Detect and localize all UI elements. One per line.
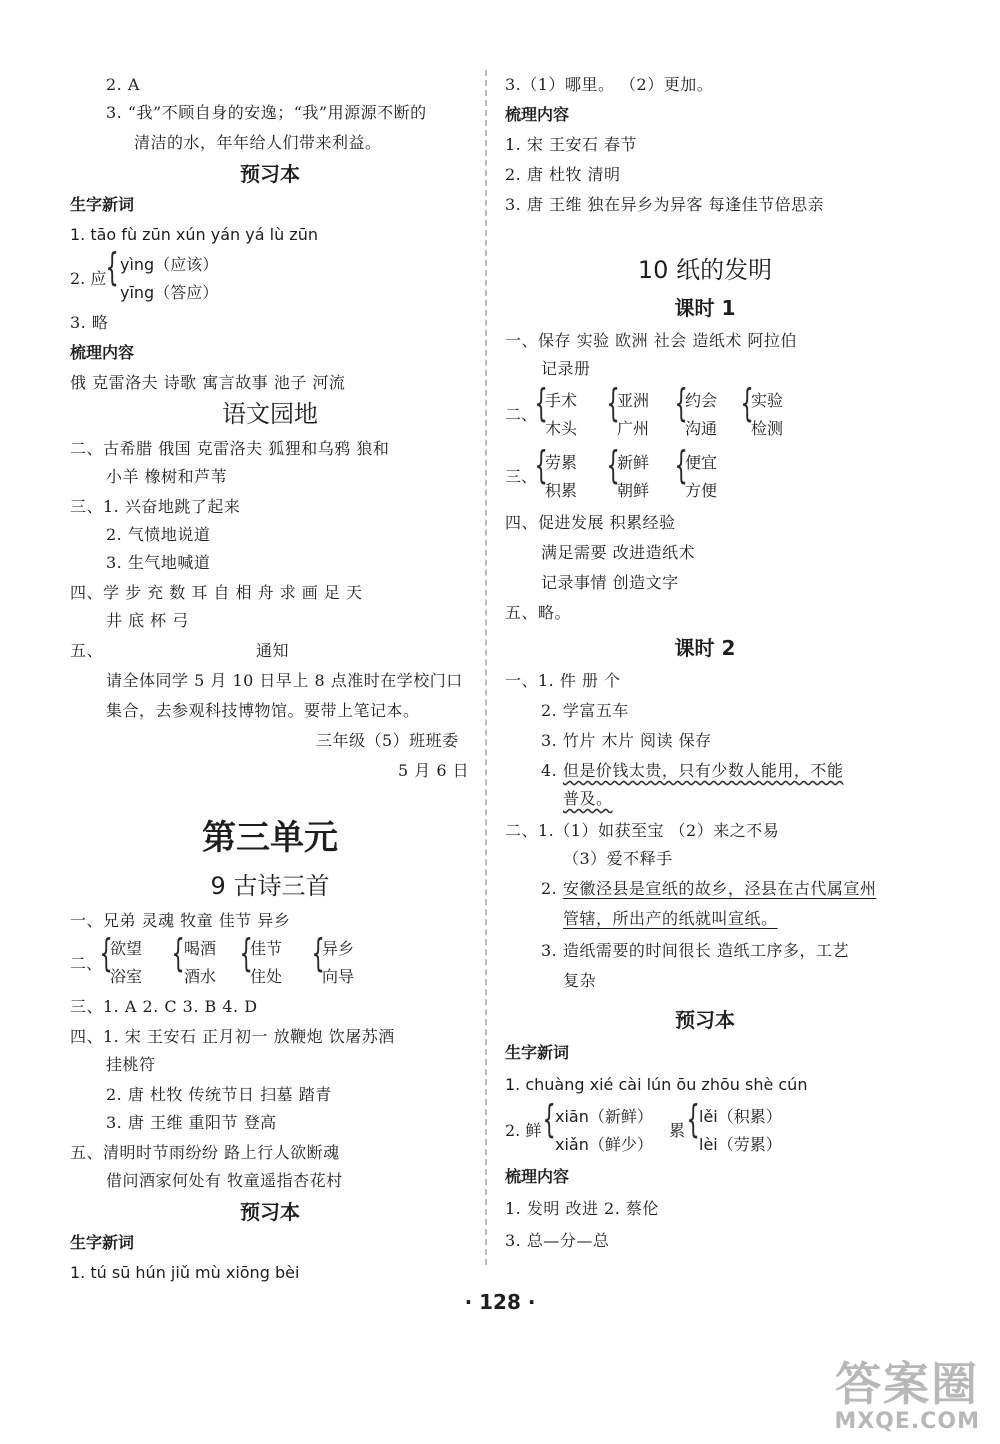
answer-line: 借问酒家何处有 牧童遥指杏花村	[106, 1171, 343, 1190]
answer-line	[563, 788, 613, 810]
answer-line: 3. 造纸需要的时间很长 造纸工序多，工艺	[541, 941, 849, 960]
column-divider	[485, 70, 487, 1265]
answer-line: 复杂	[563, 971, 597, 990]
word-pair: 新鲜	[617, 453, 650, 472]
answer-line: 2. 气愤地说道	[106, 525, 211, 544]
word-pair: 手术	[545, 391, 578, 410]
answer-line: 俄 克雷洛夫 诗歌 寓言故事 池子 河流	[70, 373, 346, 392]
answer-line: （3）爱不释手	[563, 849, 673, 868]
answer-line: 3. 生气地喊道	[106, 553, 211, 572]
answer-line	[541, 878, 876, 900]
word-pair: 向导	[322, 967, 355, 986]
brace: {	[606, 381, 620, 425]
question-number: 二、	[70, 954, 103, 973]
brace: {	[105, 245, 119, 289]
section-heading: 预习本	[240, 1200, 300, 1224]
section-heading: 语文园地	[222, 400, 318, 428]
word-pair: 沟通	[685, 419, 718, 438]
pinyin-line: 1. tú sū hún jiǔ mù xiōng bèi	[70, 1263, 300, 1282]
section-heading: 预习本	[240, 162, 300, 186]
answer-line: 3. 总—分—总	[505, 1231, 610, 1250]
answer-line: 二、1.（1）如获至宝 （2）来之不易	[505, 821, 780, 840]
answer-line: 五、略。	[505, 603, 572, 622]
lesson-heading: 10 纸的发明	[637, 256, 773, 284]
pinyin-line: 1. tāo fù zūn xún yán yá lù zūn	[70, 225, 318, 244]
question-number: 三、	[505, 467, 538, 486]
answer-line: 四、促进发展 积累经验	[505, 513, 676, 532]
unit-heading: 第三单元	[202, 818, 338, 858]
notice-body: 集合，去参观科技博物馆。要带上笔记本。	[106, 701, 420, 720]
brace: {	[239, 931, 253, 975]
answer-line: 四、1. 宋 王安石 正月初一 放鞭炮 饮屠苏酒	[70, 1027, 395, 1046]
label-summary: 梳理内容	[505, 1167, 570, 1186]
word-pair: 朝鲜	[617, 481, 650, 500]
answer-line	[541, 760, 843, 782]
answer-line: 五、	[70, 641, 104, 660]
watermark-text: 答案圈	[835, 1357, 980, 1411]
brace: {	[606, 443, 620, 487]
watermark-url: MXQE.COM	[834, 1409, 980, 1434]
word-pair: 亚洲	[617, 391, 650, 410]
answer-line: 3. 唐 王维 重阳节 登高	[106, 1113, 277, 1132]
answer-line: 3.（1）哪里。 （2）更加。	[505, 75, 714, 94]
polyphone-char: 2. 应	[70, 269, 107, 288]
wavy-underlined-answer: 但是价钱太贵，只有少数人能用，不能	[562, 761, 844, 780]
page-number: · 128 ·	[464, 1290, 536, 1314]
polyphone-reading: xiǎn（鲜少）	[555, 1135, 653, 1154]
word-pair: 欲望	[110, 939, 143, 958]
polyphone-reading: yīng（答应）	[120, 283, 219, 302]
answer-line: 挂桃符	[106, 1055, 156, 1074]
answer-line: 1. 发明 改进 2. 蔡伦	[505, 1199, 659, 1218]
label-summary: 梳理内容	[505, 105, 570, 124]
word-pair: 广州	[617, 419, 650, 438]
polyphone-reading: yìng（应该）	[120, 255, 219, 274]
label-new-words: 生字新词	[70, 195, 135, 214]
brace: {	[311, 931, 325, 975]
item-number: 2.	[541, 879, 563, 898]
answer-line	[563, 908, 778, 930]
notice-date: 5 月 6 日	[398, 761, 470, 780]
answer-line: 一、保存 实验 欧洲 社会 造纸术 阿拉伯	[505, 331, 797, 350]
answer-line: 记录册	[541, 359, 591, 378]
word-pair: 实验	[751, 391, 784, 410]
word-pair: 约会	[685, 391, 718, 410]
word-pair: 浴室	[110, 967, 143, 986]
answer-line: 3. 略	[70, 313, 109, 332]
section-heading: 预习本	[675, 1008, 735, 1032]
answer-line: 3. 竹片 木片 阅读 保存	[541, 731, 712, 750]
notice-body: 请全体同学 5 月 10 日早上 8 点准时在学校门口	[106, 671, 463, 690]
word-pair: 住处	[250, 967, 283, 986]
lesson-heading: 9 古诗三首	[210, 872, 330, 900]
answer-line: 三、1. A 2. C 3. B 4. D	[70, 997, 258, 1016]
item-number: 4.	[541, 761, 563, 780]
brace: {	[674, 443, 688, 487]
answer-line: 满足需要 改进造纸术	[541, 543, 696, 562]
answer-line: 一、1. 件 册 个	[505, 671, 621, 690]
underlined-answer: 管辖，所出产的纸就叫宣纸。	[563, 909, 778, 928]
answer-line: 1. 宋 王安石 春节	[505, 135, 638, 154]
word-pair: 方便	[685, 481, 718, 500]
answer-line: 2. A	[106, 75, 140, 94]
polyphone-reading: xiān（新鲜）	[555, 1107, 653, 1126]
brace: {	[534, 381, 548, 425]
wavy-underlined-answer: 普及。	[563, 789, 613, 808]
underlined-answer: 安徽泾县是宣纸的故乡，泾县在古代属宣州	[562, 879, 877, 898]
pinyin-line: 1. chuàng xié cài lún ōu zhōu shè cún	[505, 1075, 808, 1094]
polyphone-char: 2. 鲜	[505, 1121, 542, 1140]
answer-line: 2. 唐 杜牧 传统节日 扫墓 踏青	[106, 1085, 332, 1104]
answer-line: 一、兄弟 灵魂 牧童 佳节 异乡	[70, 911, 291, 930]
word-pair: 喝酒	[184, 939, 217, 958]
word-pair: 木头	[545, 419, 578, 438]
notice-signature: 三年级（5）班班委	[316, 731, 459, 750]
answer-line: 二、古希腊 俄国 克雷洛夫 狐狸和乌鸦 狼和	[70, 439, 390, 458]
answer-line: 三、1. 兴奋地跳了起来	[70, 497, 241, 516]
answer-line: 3. 唐 王维 独在异乡为异客 每逢佳节倍思亲	[505, 195, 825, 214]
brace: {	[171, 931, 185, 975]
brace: {	[534, 443, 548, 487]
brace: {	[740, 381, 754, 425]
answer-line: 2. 唐 杜牧 清明	[505, 165, 621, 184]
watermark-logo	[834, 1359, 980, 1434]
word-pair: 佳节	[250, 939, 283, 958]
label-new-words: 生字新词	[70, 1233, 135, 1252]
question-number: 二、	[505, 405, 538, 424]
answer-line: 记录事情 创造文字	[541, 573, 679, 592]
word-pair: 劳累	[545, 453, 578, 472]
brace: {	[542, 1097, 556, 1141]
word-pair: 检测	[751, 419, 784, 438]
polyphone-reading: lèi（劳累）	[699, 1135, 782, 1154]
answer-line: 小羊 橡树和芦苇	[106, 467, 228, 486]
word-pair: 酒水	[184, 967, 217, 986]
answer-line: 井 底 杯 弓	[106, 611, 189, 630]
period-heading: 课时 2	[674, 636, 736, 660]
answer-line: 3. “我”不顾自身的安逸；“我”用源源不断的	[106, 103, 427, 122]
answer-line: 2. 学富五车	[541, 701, 629, 720]
label-new-words: 生字新词	[505, 1043, 570, 1062]
answer-line: 清洁的水，年年给人们带来利益。	[134, 133, 382, 152]
label-summary: 梳理内容	[70, 343, 135, 362]
polyphone-char: 累	[669, 1121, 686, 1140]
brace: {	[686, 1097, 700, 1141]
polyphone-reading: lěi（积累）	[699, 1107, 782, 1126]
notice-title: 通知	[256, 641, 290, 660]
answer-line: 四、学 步 充 数 耳 自 相 舟 求 画 足 天	[70, 583, 363, 602]
period-heading: 课时 1	[674, 296, 736, 320]
word-pair: 异乡	[322, 939, 355, 958]
word-pair: 便宜	[685, 453, 718, 472]
word-pair: 积累	[545, 481, 578, 500]
answer-line: 五、清明时节雨纷纷 路上行人欲断魂	[70, 1143, 340, 1162]
brace: {	[674, 381, 688, 425]
brace: {	[99, 931, 113, 975]
